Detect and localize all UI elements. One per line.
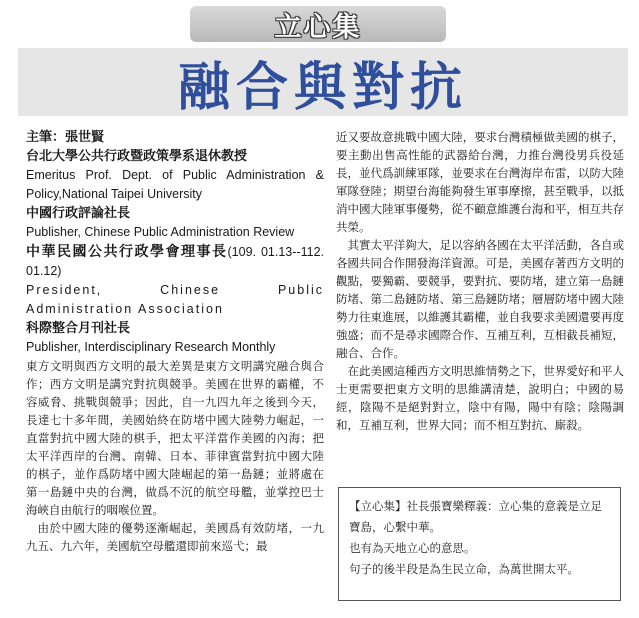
body-paragraph-2-end: 近又要故意挑戰中國大陸，要求台灣積極做美國的棋子，要主動出售高性能的武器給台灣，力推台灣役男兵役延長，並代爲訓練軍隊，並要求在台灣海岸布雷，以防大陸軍隊登陸；期望台海能夠發生軍事摩擦，甚至戰爭，以抵消中國大陸軍事優勢，從不顧意維護台海和平，相互共存共榮。 (336, 130, 624, 234)
note-line-2: 也有為天地立心的意思。 (349, 541, 476, 555)
title4-zh: 科際整合月刊社長 (26, 321, 131, 336)
title2-zh: 中國行政評論社長 (26, 206, 131, 221)
headline: 融合與對抗 (177, 57, 468, 118)
title3-dates: (109. 01.13--112. 01.12) (26, 245, 324, 278)
note-line-1: 【立心集】社長張寶樂釋義：立心集的意義是立足寶島，心繫中華。 (349, 499, 602, 534)
note-line-3: 句子的後半段是為生民立命，為萬世開太平。 (349, 562, 579, 576)
left-column (26, 128, 324, 555)
title1-zh: 台北大學公共行政暨政策學系退休教授 (26, 149, 248, 164)
column-banner (190, 6, 446, 42)
title3-en: President, Chinese Public Administration Association (26, 283, 324, 316)
right-column (336, 128, 624, 434)
column-name: 立心集 (274, 11, 362, 43)
headline-band (18, 48, 628, 116)
body-paragraph-3: 其實太平洋夠大，足以容納各國在太平洋活動，各自或各國共同合作開發海洋資源。可是，美國存著西方文明的觀點，要獨霸、要競爭，要對抗、要防堵，建立第一島鏈防堵、第二島鏈防堵、第三島鏈防堵；層層防堵中國大陸勢力往東進展，以維護其霸權，並自我要求美國還要再度強盛；而不是尋求國際合作、互補互利，互相截長補短，融合、合作。 (336, 238, 624, 360)
body-paragraph-2-start: 由於中國大陸的優勢逐漸崛起，美國爲有效防堵，一九九五、九六年，美國航空母艦還即前來巡弋；最 (26, 521, 324, 553)
body-paragraph-4: 在此美國這種西方文明思維情勢之下，世界愛好和平人士更需要把東方文明的思維講清楚，說明白；中國的易經，陰陽不是絕對對立，陰中有陽，陽中有陰；陰陽調和，互補互利，世界大同；而不相互對抗、廝殺。 (336, 364, 624, 432)
title4-en: Publisher, Interdisciplinary Research Monthly (26, 340, 276, 354)
editor-note-box (338, 487, 621, 601)
body-paragraph-1: 東方文明與西方文明的最大差異是東方文明講究融合與合作；西方文明是講究對抗與競爭。美國在世界的霸權，不容威脅、挑戰與競爭；因此，自一九四九年之後到今天，長達七十多年間，美國始終在防堵中國大陸勢力崛起，一直當對抗中國大陸的棋手，把太平洋當作美國的內海；把太平洋西岸的台灣、南韓、日本、菲律賓當對抗中國大陸的棋子，並作爲防堵中國大陸崛起的第一島鏈；並將處在第一島鏈中央的台灣，做爲不沉的航空母艦，並掌控巴士海峽自由航行的咽喉位置。 (26, 359, 324, 517)
title3-line (26, 242, 324, 281)
title2-en: Publisher, Chinese Public Administration Review (26, 225, 295, 239)
author-line: 主筆：張世賢 (26, 130, 105, 145)
title3-zh: 中華民國公共行政學會理事長 (26, 243, 228, 259)
title1-en: Emeritus Prof. Dept. of Public Administration & Policy,National Taipei University (26, 168, 324, 201)
